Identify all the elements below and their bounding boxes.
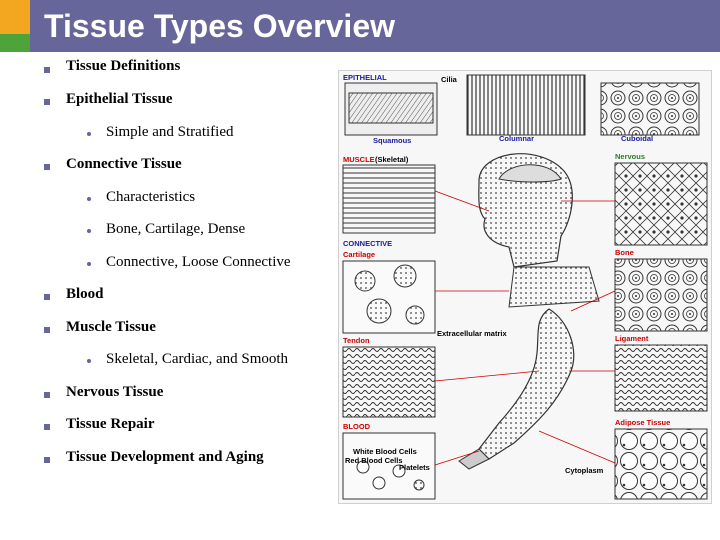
sub-bullet-marker: [87, 262, 91, 266]
label-tendon: Tendon: [343, 336, 370, 345]
ligament-drawing: [615, 345, 707, 411]
bullet-marker: [44, 424, 50, 430]
adipose-tissue-drawing: [615, 429, 707, 499]
nervous-tissue-drawing: [615, 163, 707, 245]
sub-bullet-connective-loose: Connective, Loose Connective: [106, 254, 291, 270]
bullet-marker: [44, 99, 50, 105]
sub-bullet-simple-stratified: Simple and Stratified: [106, 124, 234, 140]
bone-drawing: [615, 259, 707, 331]
bullet-marker: [44, 392, 50, 398]
label-connective: CONNECTIVE: [343, 239, 393, 248]
label-white-blood-cells: White Blood Cells: [353, 447, 417, 456]
label-muscle: MUSCLE: [343, 155, 375, 164]
bullet-blood: Blood: [66, 286, 104, 302]
cartilage-drawing: [343, 261, 435, 333]
label-red-blood-cells: Red Blood Cells: [345, 456, 403, 465]
bullet-connective-tissue: Connective Tissue: [66, 156, 182, 172]
label-skeletal: (Skeletal): [375, 155, 409, 164]
label-nervous: Nervous: [615, 152, 646, 161]
sub-bullet-characteristics: Characteristics: [106, 189, 196, 205]
sub-bullet-skeletal-cardiac-smooth: Skeletal, Cardiac, and Smooth: [106, 351, 289, 367]
bullet-marker: [44, 67, 50, 73]
cuboidal-epithelium-drawing: [601, 83, 699, 135]
title-accent-green: [0, 34, 30, 52]
label-cilia: Cilia: [441, 75, 457, 84]
bullet-nervous-tissue: Nervous Tissue: [66, 384, 164, 400]
label-squamous: Squamous: [373, 136, 412, 145]
bullet-tissue-repair: Tissue Repair: [66, 416, 155, 432]
label-cartilage: Cartilage: [343, 250, 376, 259]
label-epithelial: EPITHELIAL: [343, 73, 387, 82]
sub-bullet-marker: [87, 229, 91, 233]
columnar-epithelium-drawing: [467, 75, 585, 135]
slide-title: Tissue Types Overview: [44, 8, 395, 44]
label-platelets: Platelets: [399, 463, 430, 472]
sub-bullet-marker: [87, 132, 91, 136]
bullet-muscle-tissue: Muscle Tissue: [66, 319, 156, 335]
bullet-tissue-definitions: Tissue Definitions: [66, 58, 181, 74]
sub-bullet-bone-cartilage-dense: Bone, Cartilage, Dense: [106, 221, 246, 237]
skeletal-muscle-drawing: [343, 165, 435, 233]
label-blood: BLOOD: [343, 422, 371, 431]
label-ligament: Ligament: [615, 334, 649, 343]
bullet-marker: [44, 327, 50, 333]
bullet-tissue-development-aging: Tissue Development and Aging: [66, 449, 264, 465]
squamous-cells: [349, 93, 433, 123]
label-bone: Bone: [615, 248, 634, 257]
bullet-marker: [44, 164, 50, 170]
bullet-epithelial-tissue: Epithelial Tissue: [66, 91, 173, 107]
tissue-types-illustration: [338, 70, 712, 504]
label-columnar: Columnar: [499, 134, 535, 143]
label-extracellular-matrix: Extracellular matrix: [437, 329, 507, 338]
bullet-marker: [44, 457, 50, 463]
label-cytoplasm: Cytoplasm: [565, 466, 604, 475]
label-cuboidal: Cuboidal: [621, 134, 654, 143]
sub-bullet-marker: [87, 197, 91, 201]
tendon-drawing: [343, 347, 435, 417]
sub-bullet-marker: [87, 359, 91, 363]
title-accent-orange: [0, 0, 30, 34]
label-adipose-tissue: Adipose Tissue: [615, 418, 671, 427]
bullet-marker: [44, 294, 50, 300]
